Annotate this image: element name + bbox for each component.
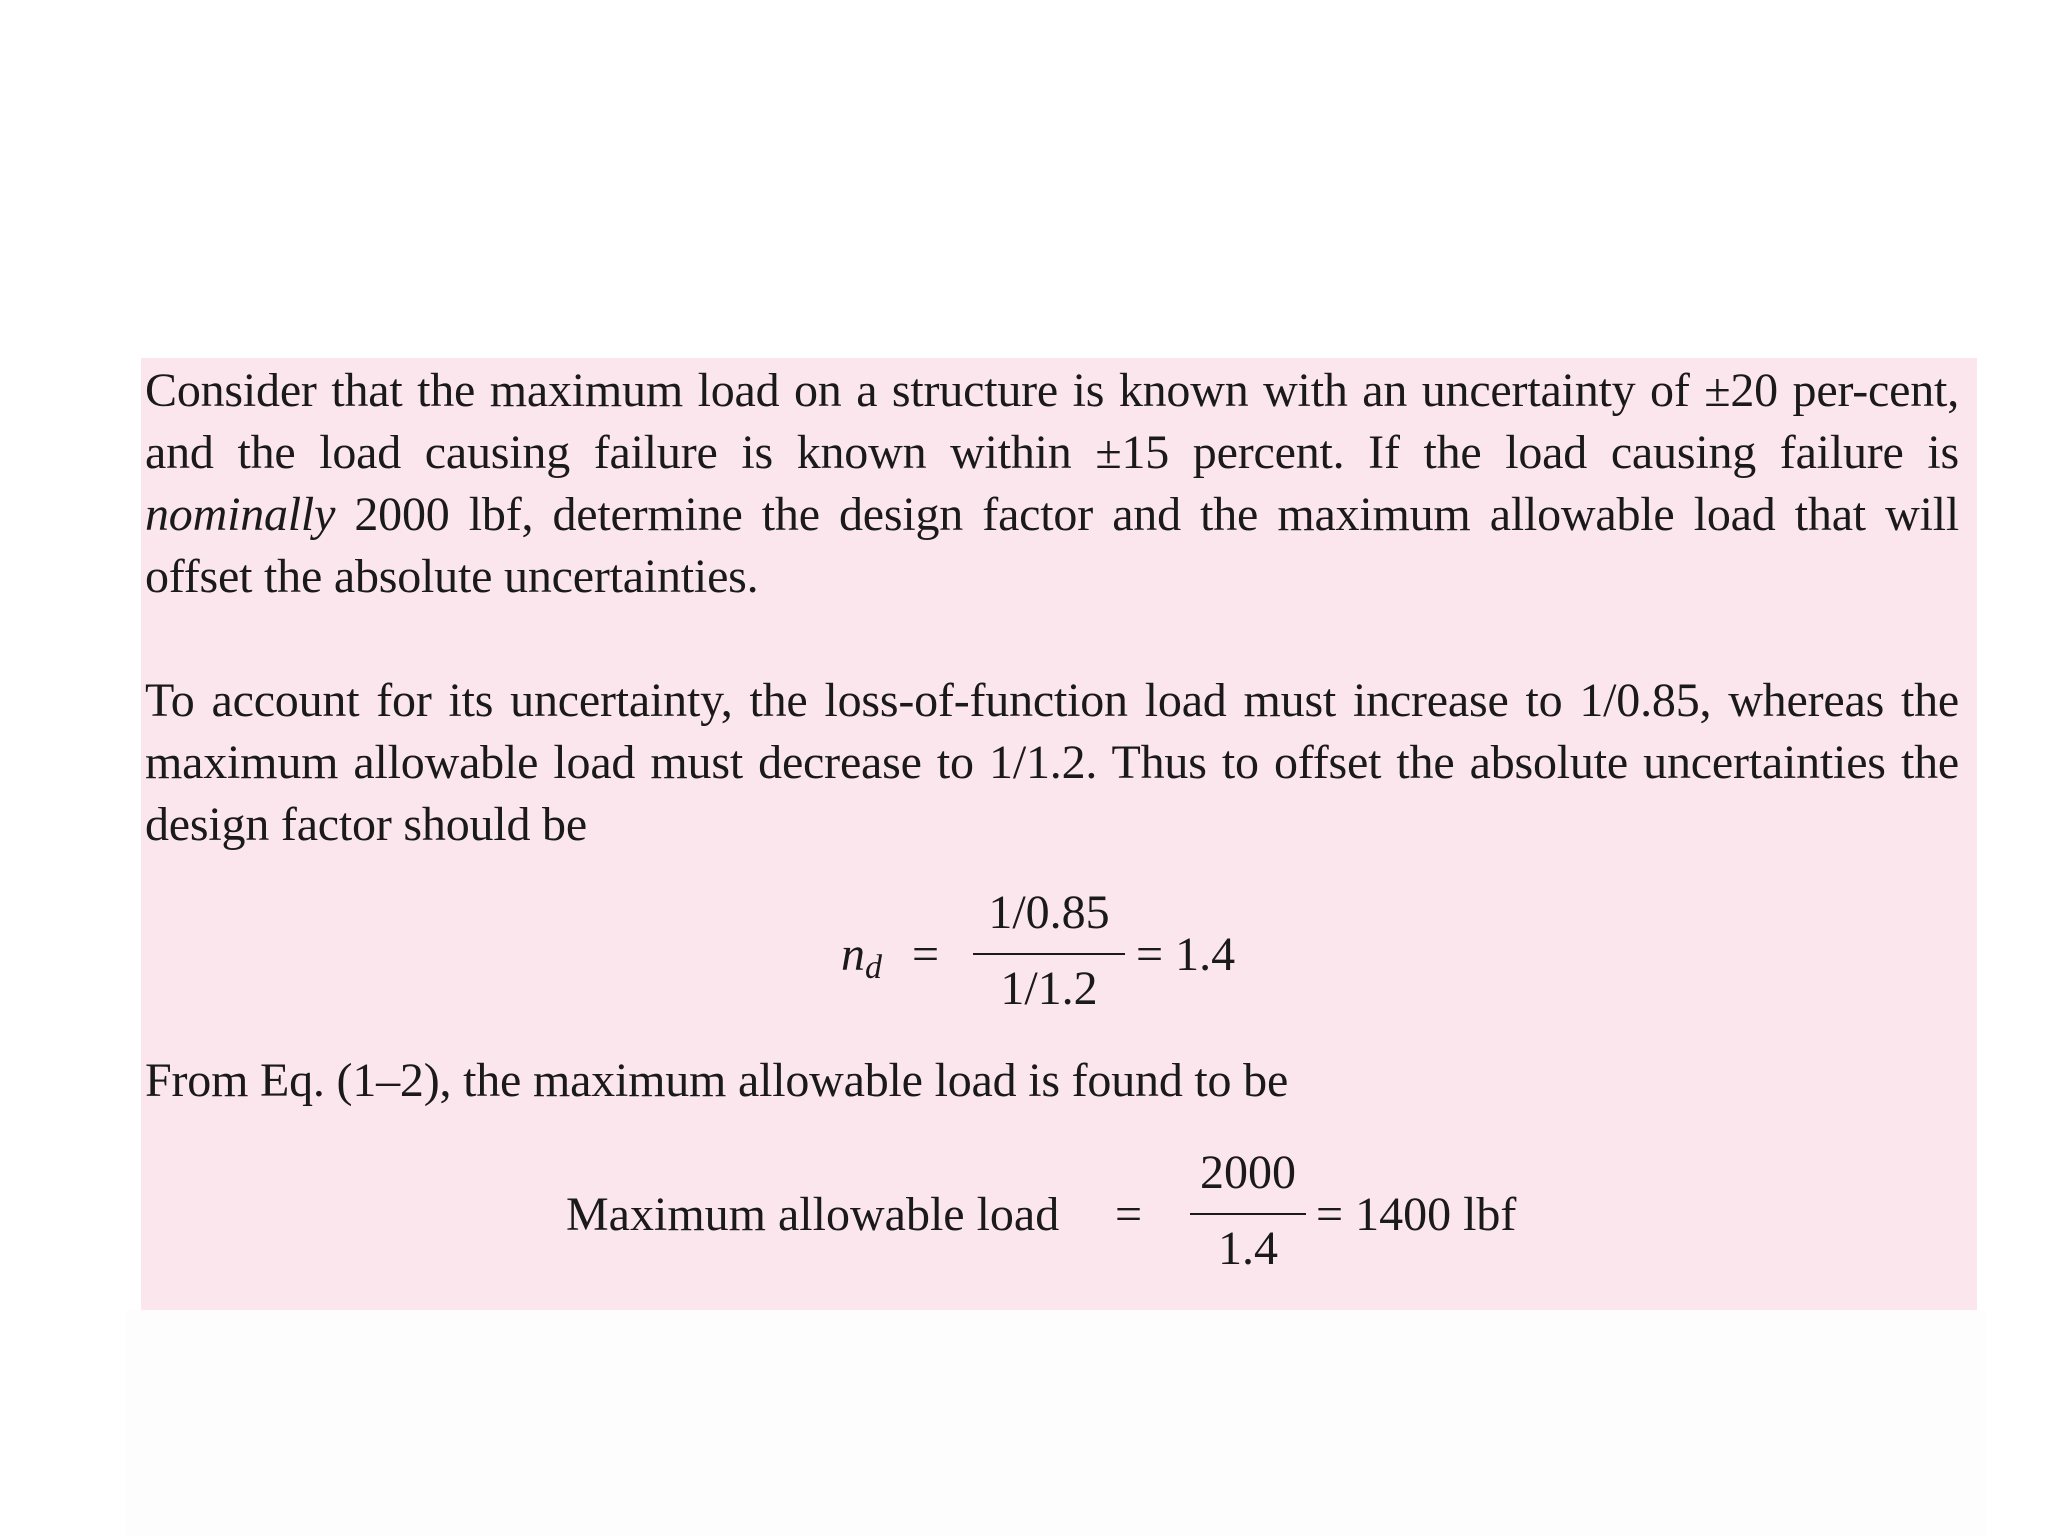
design-factor-result: = 1.4 bbox=[1136, 928, 1236, 981]
design-factor-subscript: d bbox=[865, 949, 882, 986]
problem-text-part2: 2000 lbf, determine the design factor and the maximum allowable load that will offset the absolute uncertainties. bbox=[145, 488, 1959, 603]
solution-intro: To account for its uncertainty, the loss-of-function load must increase to 1/0.85, whereas the maximum allowable load must decrease to 1/1.2. Thus to offset the absolute uncertainties the design factor should be bbox=[145, 674, 1959, 851]
max-load-label: Maximum allowable load bbox=[566, 1188, 1060, 1241]
fraction-bar bbox=[1190, 1213, 1306, 1215]
lower-background-area bbox=[126, 1310, 1986, 1536]
problem-emphasis: nominally bbox=[145, 488, 336, 541]
problem-statement bbox=[145, 360, 1959, 608]
design-factor-symbol bbox=[841, 925, 882, 998]
problem-text-part1: Consider that the maximum load on a structure is known with an uncertainty of ±20 per-cent, and the load causing failure is known within ±15 percent. If the load causing failure is bbox=[145, 364, 1959, 479]
fraction-denominator: 1.4 bbox=[1218, 1222, 1278, 1275]
max-load-fraction bbox=[1190, 1143, 1306, 1283]
example-panel bbox=[141, 358, 1977, 1310]
fraction-numerator: 1/0.85 bbox=[988, 886, 1110, 939]
max-load-equation bbox=[141, 1143, 1977, 1283]
design-factor-equation bbox=[141, 883, 1977, 1023]
transition-text: From Eq. (1–2), the maximum allowable load is found to be bbox=[145, 1054, 1289, 1107]
design-factor-fraction bbox=[973, 883, 1125, 1023]
design-factor-symbol-base: n bbox=[841, 928, 865, 981]
fraction-bar bbox=[973, 953, 1125, 955]
fraction-numerator: 2000 bbox=[1200, 1146, 1296, 1199]
max-load-result: = 1400 lbf bbox=[1316, 1188, 1517, 1241]
fraction-denominator: 1/1.2 bbox=[1000, 962, 1098, 1015]
equals-sign: = bbox=[912, 928, 940, 981]
equals-sign: = bbox=[1115, 1188, 1143, 1241]
